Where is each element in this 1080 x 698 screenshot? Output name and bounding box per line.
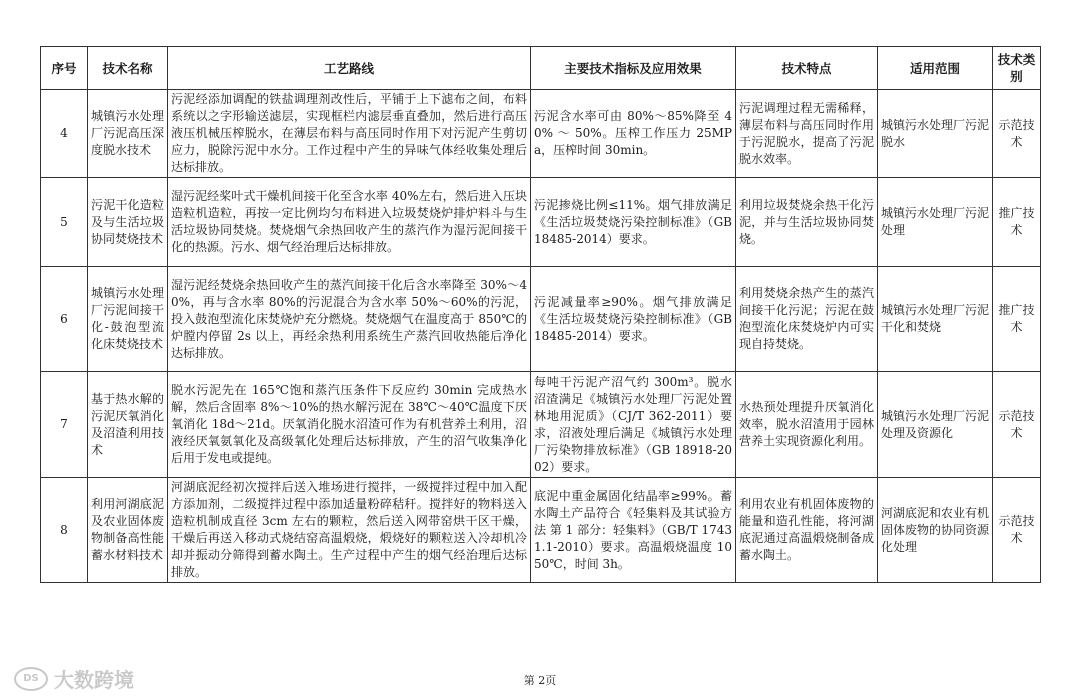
table-header-row — [41, 47, 1041, 90]
cell-scope: 城镇污水处理厂污泥处理及资源化 — [878, 372, 993, 478]
cell-scope: 城镇污水处理厂污泥处理 — [878, 178, 993, 267]
cell-tech-name: 利用河湖底泥及农业固体废物制备高性能蓄水材料技术 — [88, 478, 168, 583]
cell-number: 7 — [41, 372, 88, 478]
cell-category: 示范技术 — [993, 90, 1041, 178]
cell-number: 8 — [41, 478, 88, 583]
header-scope: 适用范围 — [878, 47, 993, 90]
cell-category: 推广技术 — [993, 267, 1041, 372]
watermark-icon: DS — [14, 667, 48, 691]
header-features: 技术特点 — [736, 47, 878, 90]
cell-indicators: 底泥中重金属固化结晶率≥99%。蓄水陶土产品符合《轻集料及其试验方法 第 1 部分：轻集料》（GB/T 17431.1-2010）要求。高温煅烧温度 1050℃，时间 3h。 — [531, 478, 736, 583]
cell-indicators: 污泥含水率可由 80%～85%降至 40% ～ 50%。压榨工作压力 25MPa，压榨时间 30min。 — [531, 90, 736, 178]
table-row — [41, 372, 1041, 478]
cell-number: 4 — [41, 90, 88, 178]
cell-tech-name: 城镇污水处理厂污泥高压深度脱水技术 — [88, 90, 168, 178]
cell-category: 推广技术 — [993, 178, 1041, 267]
table-row — [41, 178, 1041, 267]
cell-scope: 河湖底泥和农业有机固体废物的协同资源化处理 — [878, 478, 993, 583]
watermark-text: 大数跨境 — [54, 668, 134, 692]
cell-features: 利用垃圾焚烧余热干化污泥，并与生活垃圾协同焚烧。 — [736, 178, 878, 267]
cell-features: 污泥调理过程无需稀释，薄层布料与高压同时作用于污泥脱水，提高了污泥脱水效率。 — [736, 90, 878, 178]
cell-process-route: 污泥经添加调配的铁盐调理剂改性后，平铺于上下滤布之间，布料系统以之字形输送滤层，实现框栏内滤层垂直叠加，然后进行高压液压机械压榨脱水，在薄层布料与高压同时作用下对污泥产生剪切应力，脱除污泥中水分。工作过程中产生的异味气体经收集处理后达标排放。 — [168, 90, 531, 178]
cell-scope: 城镇污水处理厂污泥干化和焚烧 — [878, 267, 993, 372]
page-number: 第 2页 — [523, 674, 557, 687]
technology-table — [40, 46, 1041, 583]
cell-scope: 城镇污水处理厂污泥脱水 — [878, 90, 993, 178]
cell-features: 利用农业有机固体废物的能量和造孔性能，将河湖底泥通过高温煅烧制备成蓄水陶土。 — [736, 478, 878, 583]
header-process-route: 工艺路线 — [168, 47, 531, 90]
cell-indicators: 污泥掺烧比例≤11%。烟气排放满足《生活垃圾焚烧污染控制标准》（GB 18485-2014）要求。 — [531, 178, 736, 267]
cell-process-route: 湿污泥经桨叶式干燥机间接干化至含水率 40%左右，然后进入压块造粒机造粒，再按一定比例均匀布料进入垃圾焚烧炉排炉料斗与生活垃圾协同焚烧。焚烧烟气余热回收产生的蒸汽作为湿污泥间接干化的热源。污水、烟气经治理后达标排放。 — [168, 178, 531, 267]
cell-process-route: 河湖底泥经初次搅拌后送入堆场进行搅拌，一级搅拌过程中加入配方添加剂，二级搅拌过程中添加适量粉碎秸秆。搅拌好的物料送入造粒机制成直径 3cm 左右的颗粒，然后送入网带窑烘干区干燥，干燥后再送入移动式烧结窑高温煅烧，煅烧好的颗粒送入冷却机冷却并振动分筛得到蓄水陶土。生产过程中产生的烟气经治理后达标排放。 — [168, 478, 531, 583]
header-tech-name: 技术名称 — [88, 47, 168, 90]
header-category: 技术类别 — [993, 47, 1041, 90]
cell-indicators: 污泥减量率≥90%。烟气排放满足《生活垃圾焚烧污染控制标准》（GB 18485-2014）要求。 — [531, 267, 736, 372]
cell-tech-name: 基于热水解的污泥厌氧消化及沼渣利用技术 — [88, 372, 168, 478]
cell-number: 5 — [41, 178, 88, 267]
cell-process-route: 脱水污泥先在 165℃饱和蒸汽压条件下反应约 30min 完成热水解，然后含固率 8%～10%的热水解污泥在 38℃～40℃温度下厌氧消化 18d～21d。厌氧消化脱水沼渣可作为有机营养土利用，沼液经厌氧氨氧化及高级氧化处理后达标排放，产生的沼气收集净化后用于发电或提纯。 — [168, 372, 531, 478]
cell-tech-name: 城镇污水处理厂污泥间接干化-鼓泡型流化床焚烧技术 — [88, 267, 168, 372]
cell-features: 利用焚烧余热产生的蒸汽间接干化污泥；污泥在鼓泡型流化床焚烧炉内可实现自持焚烧。 — [736, 267, 878, 372]
cell-category: 示范技术 — [993, 372, 1041, 478]
header-number: 序号 — [41, 47, 88, 90]
cell-indicators: 每吨干污泥产沼气约 300m³。脱水沼渣满足《城镇污水处理厂污泥处置 林地用泥质》（CJ/T 362-2011）要求，沼液处理后满足《城镇污水处理厂污染物排放标准》（GB 18918-2002）要求。 — [531, 372, 736, 478]
cell-features: 水热预处理提升厌氧消化效率，脱水沼渣用于园林营养土实现资源化利用。 — [736, 372, 878, 478]
header-indicators: 主要技术指标及应用效果 — [531, 47, 736, 90]
table-row — [41, 267, 1041, 372]
table-row — [41, 90, 1041, 178]
table-row — [41, 478, 1041, 583]
cell-tech-name: 污泥干化造粒及与生活垃圾协同焚烧技术 — [88, 178, 168, 267]
cell-process-route: 湿污泥经焚烧余热回收产生的蒸汽间接干化后含水率降至 30%～40%，再与含水率 80%的污泥混合为含水率 50%～60%的污泥，投入鼓泡型流化床焚烧炉充分燃烧。焚烧烟气在温度高于 850℃的炉膛内停留 2s 以上，再经余热利用系统生产蒸汽回收热能后净化达标排放。 — [168, 267, 531, 372]
cell-number: 6 — [41, 267, 88, 372]
cell-category: 示范技术 — [993, 478, 1041, 583]
